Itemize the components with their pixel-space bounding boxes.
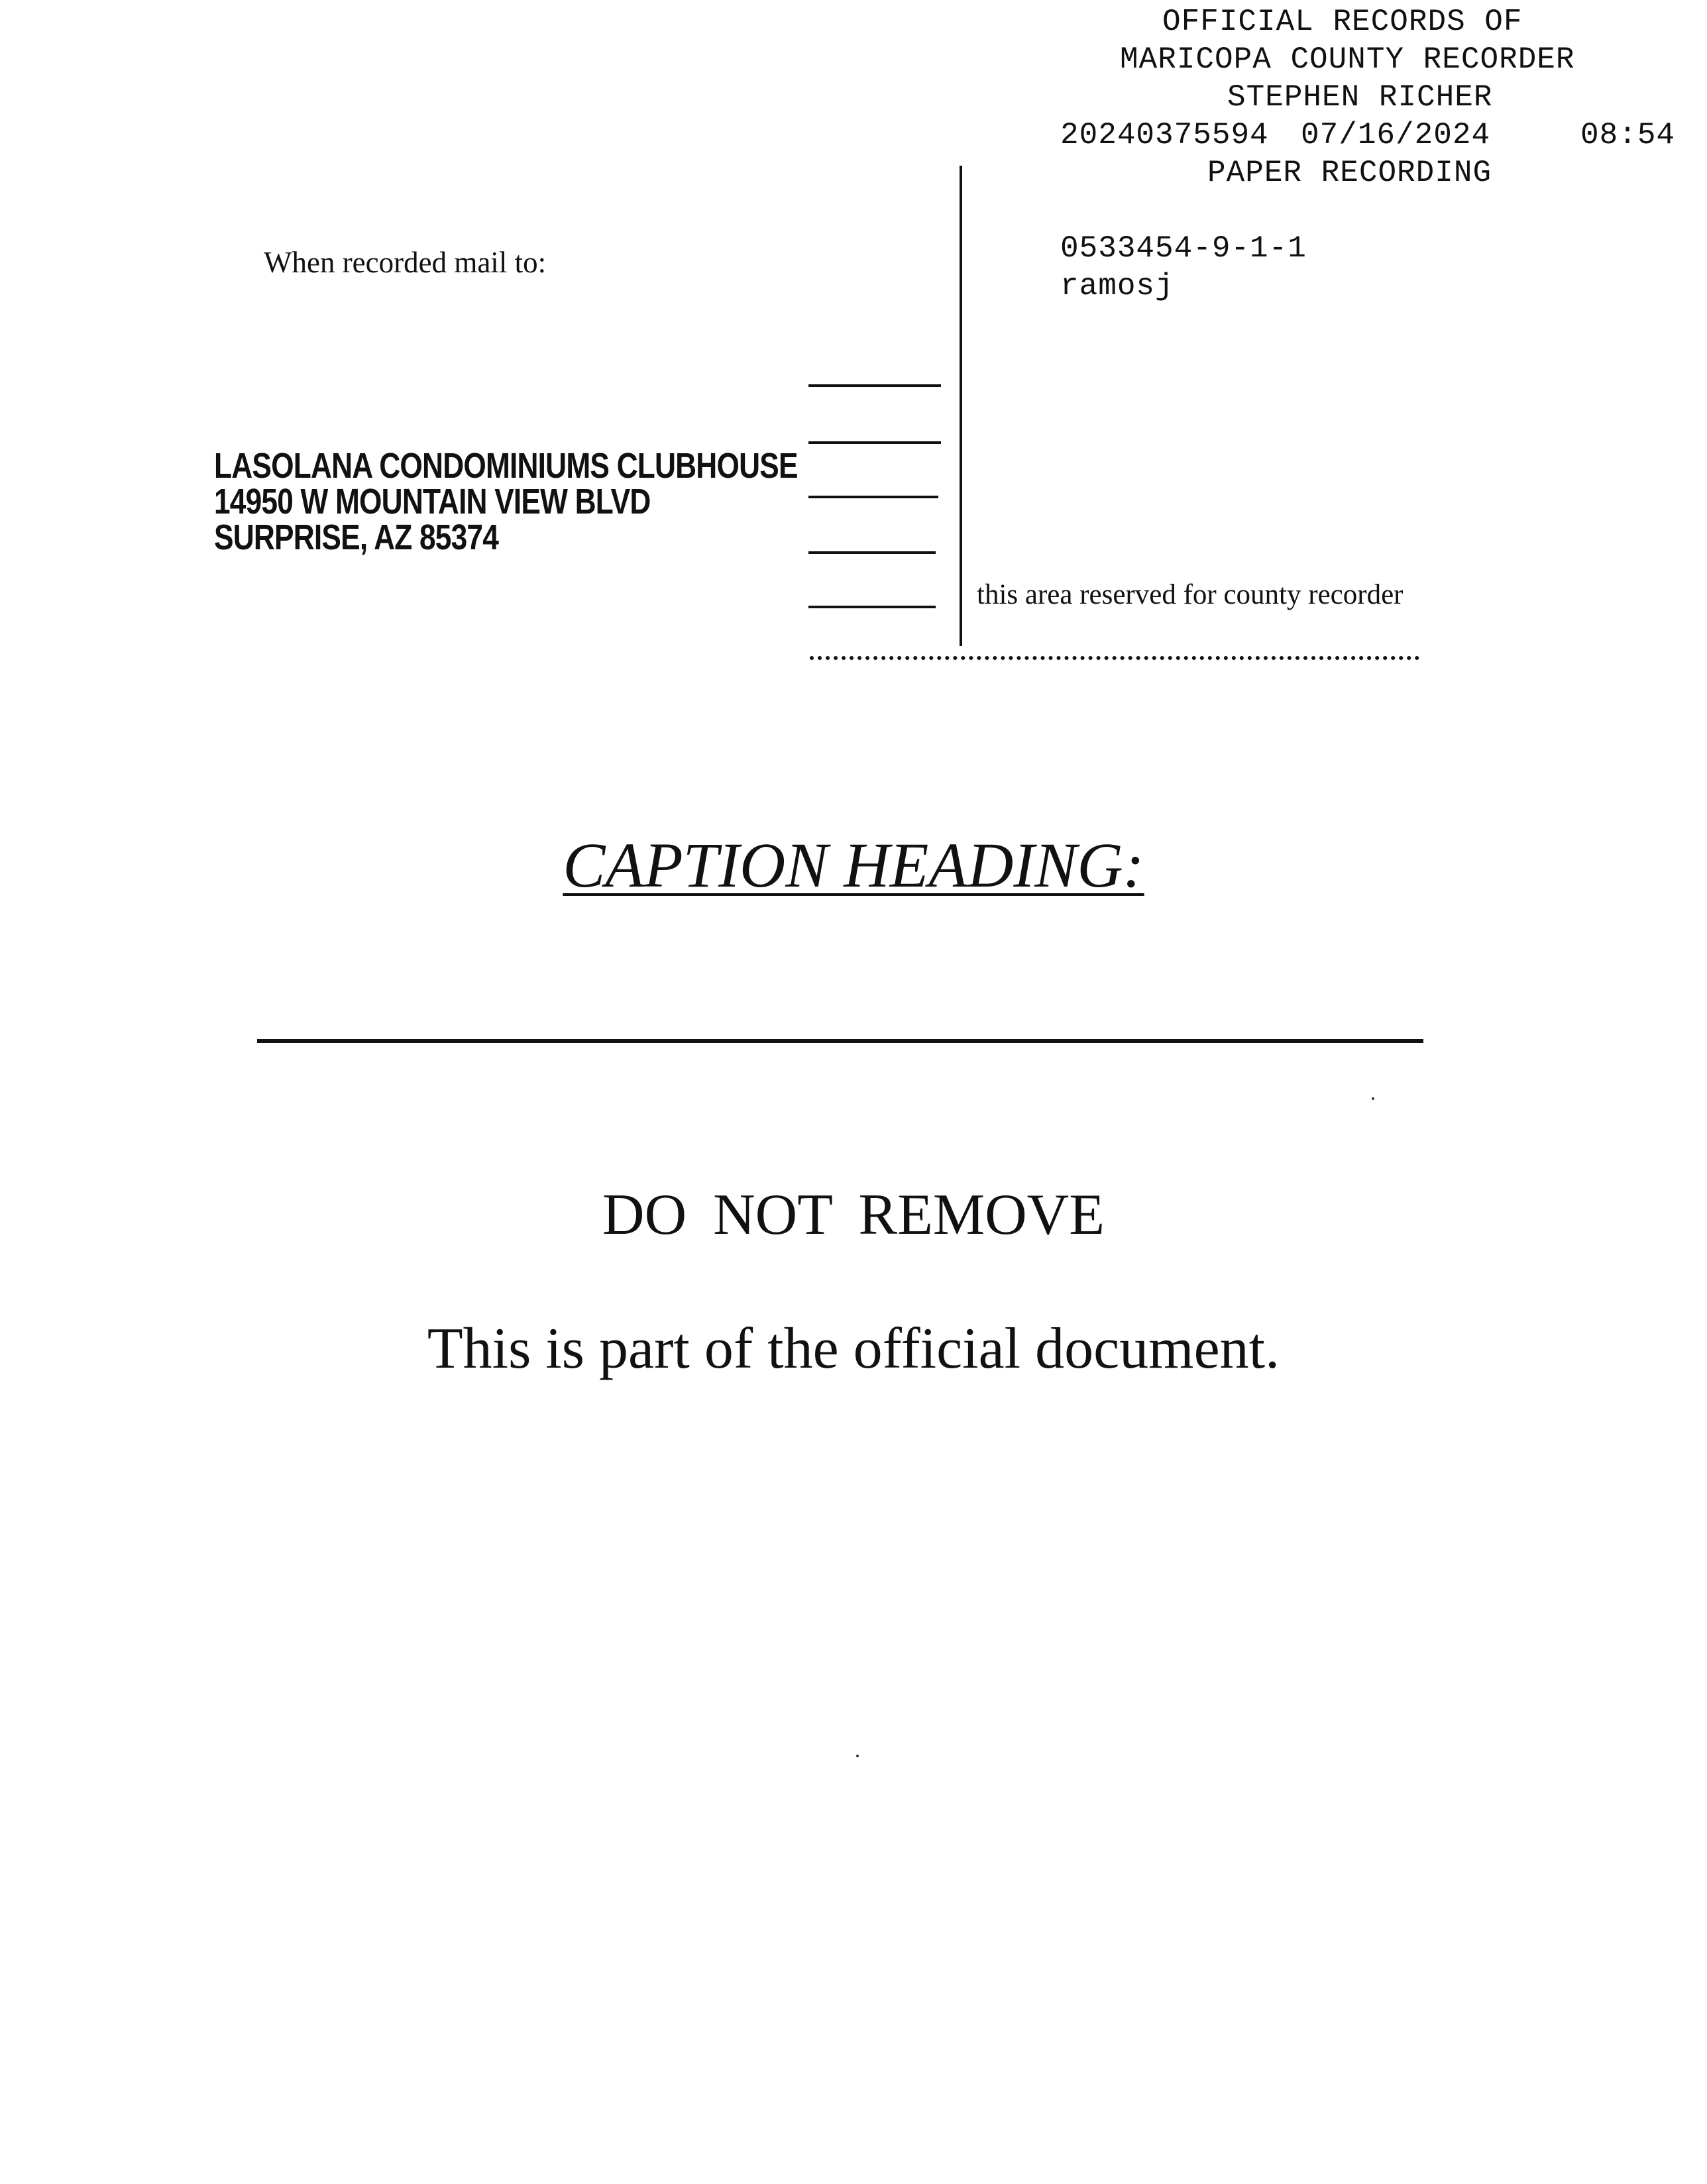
address-line-2: 14950 W MOUNTAIN VIEW BLVD bbox=[214, 482, 651, 521]
stamp-reference-number: 0533454-9-1-1 bbox=[1060, 231, 1307, 266]
stamp-recording-type: PAPER RECORDING bbox=[1207, 156, 1492, 190]
scan-speck bbox=[1372, 1097, 1374, 1100]
blank-line bbox=[808, 551, 936, 554]
mail-to-label: When recorded mail to: bbox=[264, 246, 547, 279]
caption-rule bbox=[257, 1039, 1423, 1043]
blank-line bbox=[808, 384, 941, 387]
reserved-area-label: this area reserved for county recorder bbox=[977, 579, 1404, 610]
do-not-remove-title: DO NOT REMOVE bbox=[602, 1183, 1105, 1247]
caption-heading: CAPTION HEADING: bbox=[563, 830, 1144, 901]
dotted-separator bbox=[810, 656, 1419, 660]
blank-line bbox=[808, 441, 941, 444]
recorder-area-divider bbox=[960, 166, 962, 646]
stamp-clerk-id: ramosj bbox=[1060, 269, 1174, 303]
blank-line bbox=[808, 606, 936, 608]
official-document-notice: This is part of the official document. bbox=[427, 1317, 1280, 1381]
blank-line bbox=[808, 496, 938, 498]
stamp-record-date: 07/16/2024 bbox=[1301, 118, 1491, 152]
address-line-1: LASOLANA CONDOMINIUMS CLUBHOUSE bbox=[214, 446, 798, 486]
stamp-record-number: 20240375594 bbox=[1060, 118, 1269, 152]
scan-speck bbox=[856, 1755, 859, 1757]
address-line-3: SURPRISE, AZ 85374 bbox=[214, 518, 499, 557]
stamp-record-time: 08:54 bbox=[1580, 118, 1676, 152]
stamp-recorder-name: STEPHEN RICHER bbox=[1227, 80, 1493, 115]
stamp-official-records: OFFICIAL RECORDS OF bbox=[1162, 5, 1523, 39]
stamp-county-recorder: MARICOPA COUNTY RECORDER bbox=[1120, 42, 1575, 77]
